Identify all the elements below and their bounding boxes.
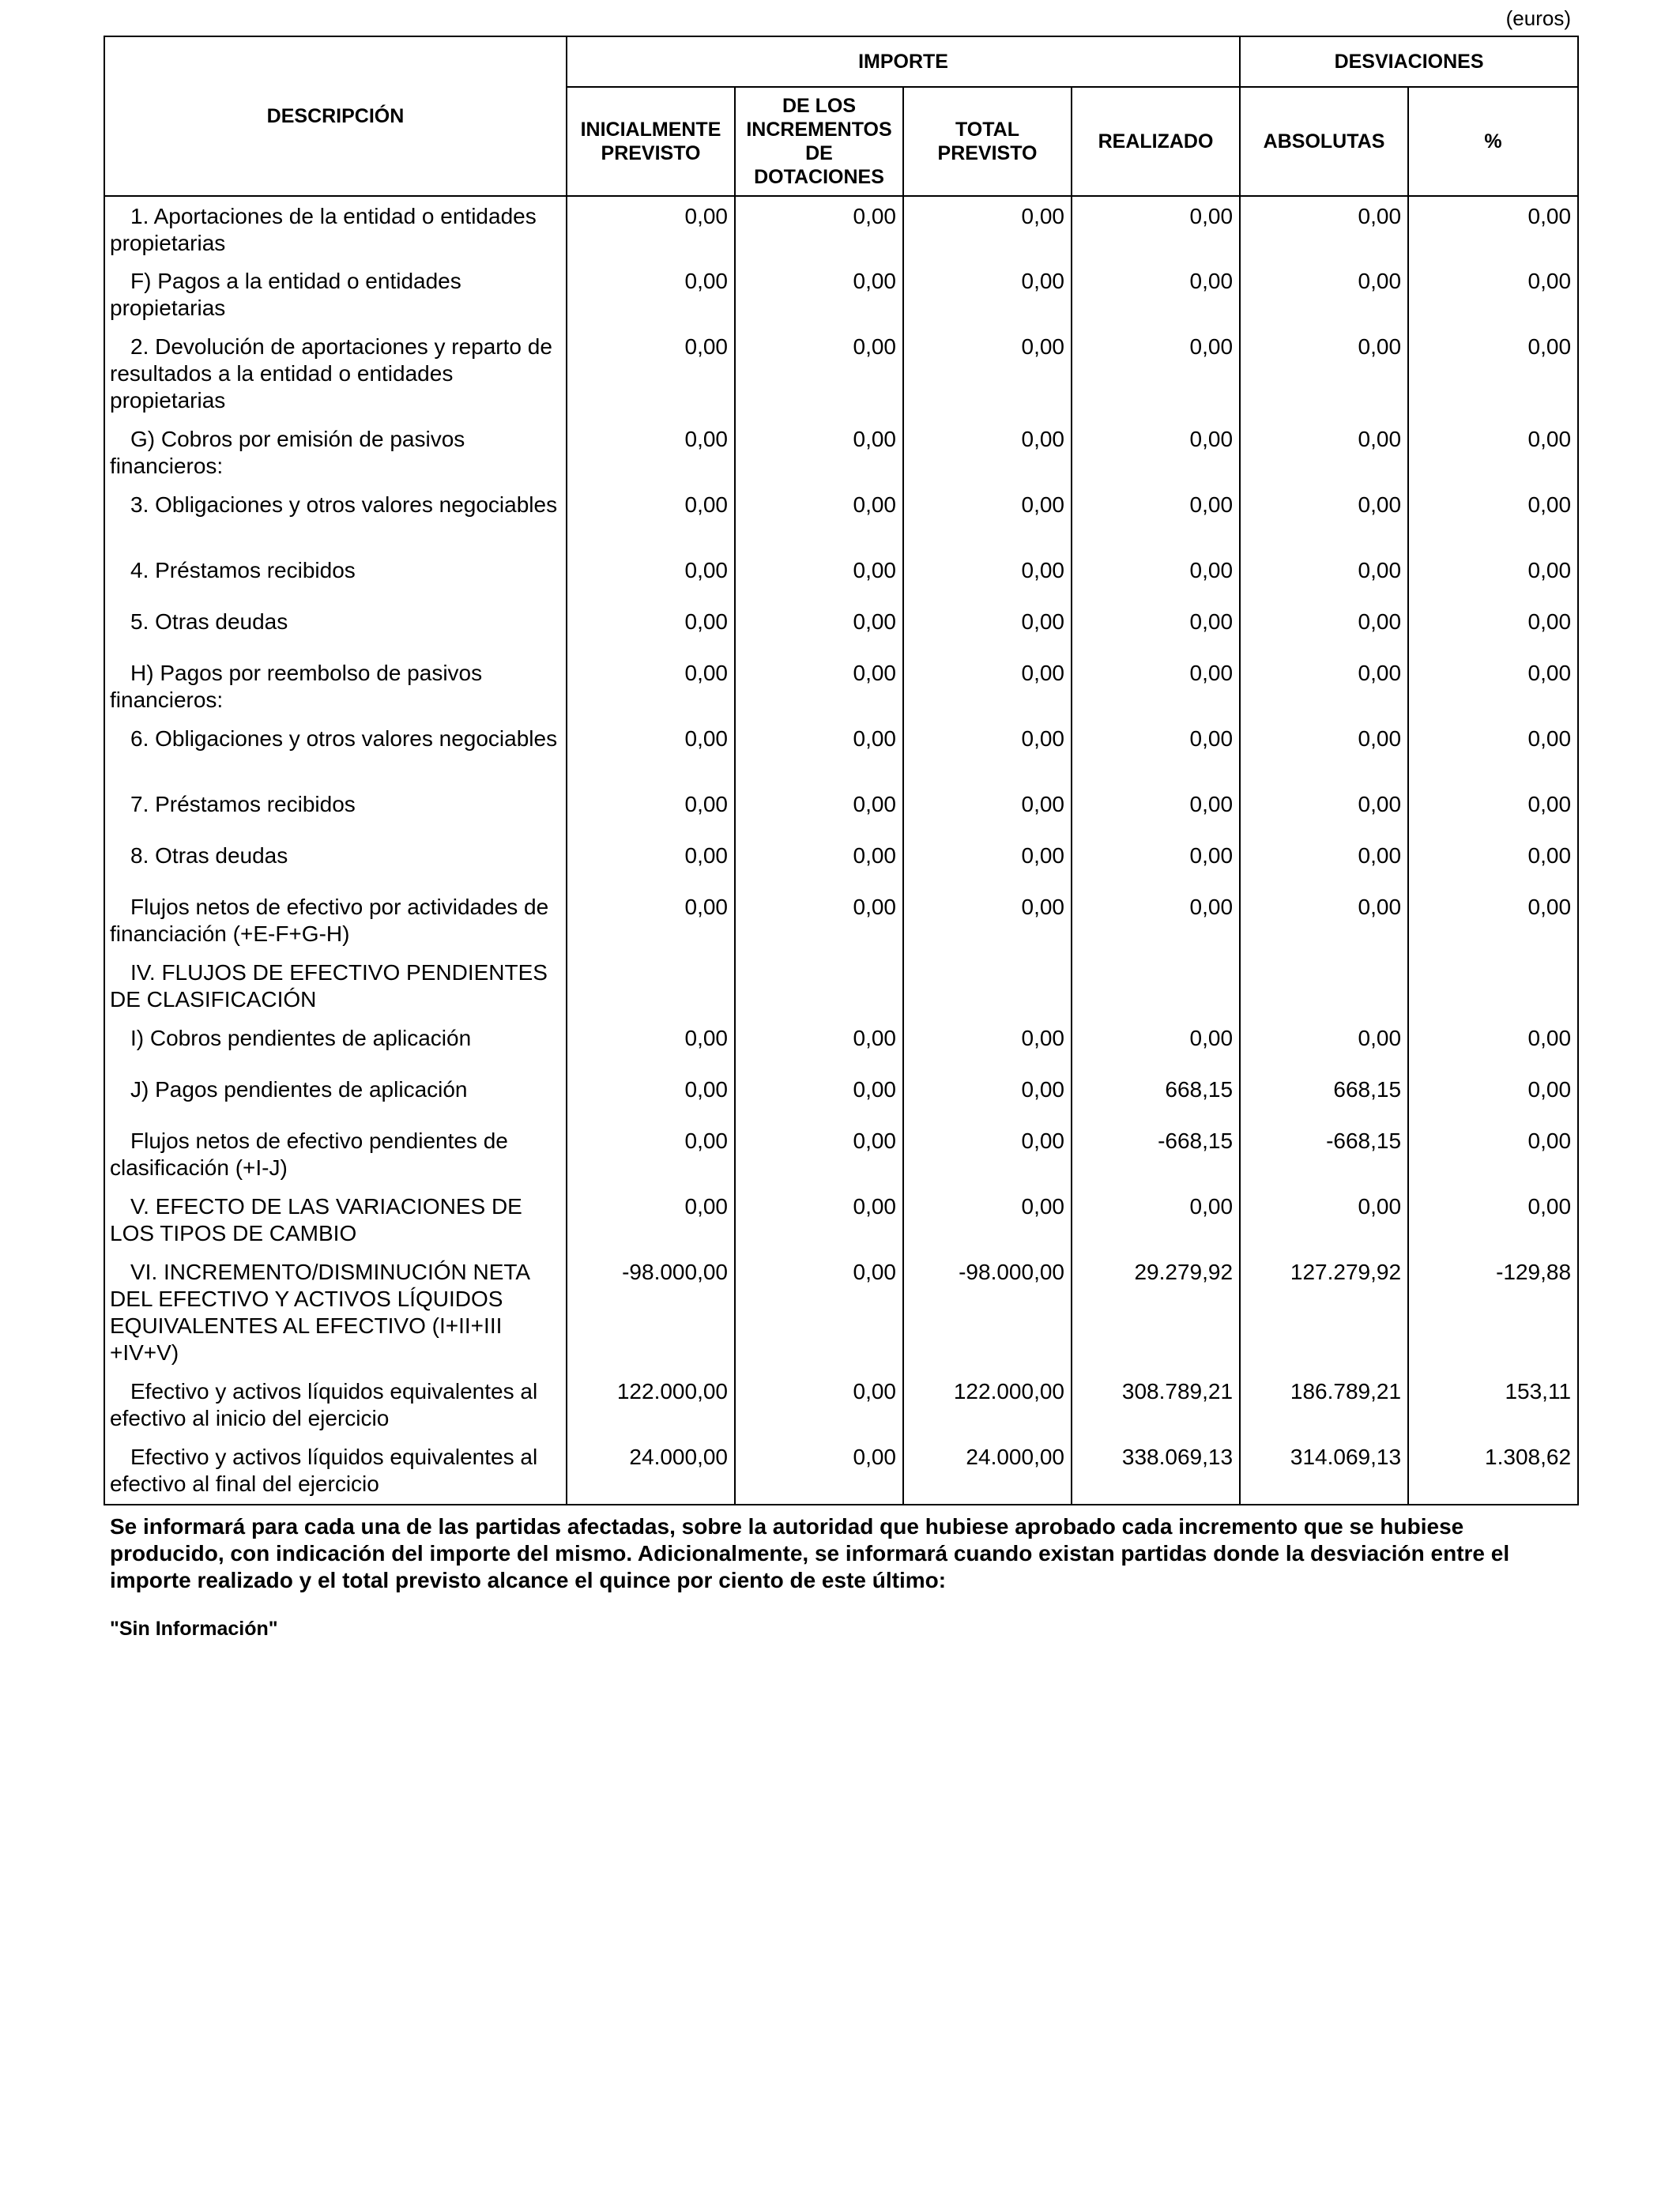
cell-absolutas: 0,00 — [1240, 719, 1408, 785]
row-description: H) Pagos por reembolso de pasivos financieros: — [104, 654, 567, 719]
no-information-label: "Sin Información" — [110, 1618, 278, 1640]
cell-inicialmente-previsto: 122.000,00 — [567, 1372, 735, 1438]
cell-total-previsto — [903, 953, 1072, 1019]
table-row — [104, 485, 1578, 551]
cell-total-previsto: 0,00 — [903, 551, 1072, 602]
cell-total-previsto: 0,00 — [903, 654, 1072, 719]
header-row-top — [104, 36, 1578, 87]
cell-realizado: 0,00 — [1072, 785, 1240, 836]
cell-realizado: 0,00 — [1072, 654, 1240, 719]
cell-realizado: 0,00 — [1072, 836, 1240, 887]
cell-total-previsto: 0,00 — [903, 1121, 1072, 1187]
cell-realizado: 668,15 — [1072, 1070, 1240, 1121]
cell-incrementos-dotaciones: 0,00 — [735, 836, 903, 887]
cell-inicialmente-previsto: 0,00 — [567, 485, 735, 551]
cell-porcentaje: -129,88 — [1408, 1253, 1578, 1372]
cell-porcentaje — [1408, 953, 1578, 1019]
cell-total-previsto: 0,00 — [903, 196, 1072, 262]
cell-inicialmente-previsto: 0,00 — [567, 719, 735, 785]
units-label: (euros) — [1505, 6, 1571, 30]
cell-porcentaje: 0,00 — [1408, 420, 1578, 485]
cell-total-previsto: 0,00 — [903, 1019, 1072, 1070]
table-row — [104, 719, 1578, 785]
cell-total-previsto: -98.000,00 — [903, 1253, 1072, 1372]
row-description: 3. Obligaciones y otros valores negociables — [104, 485, 567, 551]
cell-absolutas: 0,00 — [1240, 785, 1408, 836]
table-row — [104, 1121, 1578, 1187]
cell-incrementos-dotaciones: 0,00 — [735, 327, 903, 420]
table-row — [104, 1187, 1578, 1253]
table-row — [104, 1070, 1578, 1121]
table-row — [104, 327, 1578, 420]
header-desviaciones: DESVIACIONES — [1240, 36, 1578, 87]
cell-inicialmente-previsto: 24.000,00 — [567, 1438, 735, 1505]
cell-incrementos-dotaciones: 0,00 — [735, 551, 903, 602]
information-note: Se informará para cada una de las partidas afectadas, sobre la autoridad que hubiese aprobado cada incremento que se hubiese producido, con indicación del importe del mismo. Adicionalmente, se informará cuando existan partidas donde la desviación entre el importe realizado y el total previsto alcance el quince por ciento de este último: — [110, 1514, 1510, 1592]
cell-realizado: 0,00 — [1072, 887, 1240, 953]
table-row — [104, 785, 1578, 836]
cell-realizado: 0,00 — [1072, 262, 1240, 327]
cell-porcentaje: 0,00 — [1408, 1019, 1578, 1070]
cell-absolutas: 0,00 — [1240, 196, 1408, 262]
cell-porcentaje: 0,00 — [1408, 1070, 1578, 1121]
header-total-previsto: TOTAL PREVISTO — [903, 87, 1072, 196]
cell-realizado: 0,00 — [1072, 719, 1240, 785]
cell-inicialmente-previsto: 0,00 — [567, 887, 735, 953]
table-row — [104, 836, 1578, 887]
cell-absolutas: 0,00 — [1240, 1019, 1408, 1070]
cell-incrementos-dotaciones: 0,00 — [735, 1187, 903, 1253]
cell-realizado: 338.069,13 — [1072, 1438, 1240, 1505]
cell-porcentaje: 0,00 — [1408, 551, 1578, 602]
cell-incrementos-dotaciones: 0,00 — [735, 1019, 903, 1070]
row-description: Efectivo y activos líquidos equivalentes al efectivo al inicio del ejercicio — [104, 1372, 567, 1438]
cell-incrementos-dotaciones: 0,00 — [735, 719, 903, 785]
cell-inicialmente-previsto: 0,00 — [567, 836, 735, 887]
cell-total-previsto: 24.000,00 — [903, 1438, 1072, 1505]
cell-total-previsto: 0,00 — [903, 1187, 1072, 1253]
cell-porcentaje: 0,00 — [1408, 602, 1578, 654]
cell-inicialmente-previsto: -98.000,00 — [567, 1253, 735, 1372]
row-description: F) Pagos a la entidad o entidades propietarias — [104, 262, 567, 327]
cell-inicialmente-previsto: 0,00 — [567, 262, 735, 327]
cell-porcentaje: 0,00 — [1408, 887, 1578, 953]
row-description: 6. Obligaciones y otros valores negociables — [104, 719, 567, 785]
cell-total-previsto: 0,00 — [903, 1070, 1072, 1121]
cell-realizado: 0,00 — [1072, 196, 1240, 262]
cell-incrementos-dotaciones — [735, 953, 903, 1019]
row-description: Efectivo y activos líquidos equivalentes al efectivo al final del ejercicio — [104, 1438, 567, 1505]
cell-realizado: 0,00 — [1072, 1187, 1240, 1253]
cell-inicialmente-previsto: 0,00 — [567, 1187, 735, 1253]
cell-absolutas: 0,00 — [1240, 1187, 1408, 1253]
header-absolutas: ABSOLUTAS — [1240, 87, 1408, 196]
cell-absolutas: 127.279,92 — [1240, 1253, 1408, 1372]
cell-porcentaje: 0,00 — [1408, 654, 1578, 719]
cell-total-previsto: 0,00 — [903, 485, 1072, 551]
cell-inicialmente-previsto: 0,00 — [567, 551, 735, 602]
cell-total-previsto: 0,00 — [903, 602, 1072, 654]
cell-inicialmente-previsto: 0,00 — [567, 327, 735, 420]
row-description: 1. Aportaciones de la entidad o entidades propietarias — [104, 196, 567, 262]
row-description: 5. Otras deudas — [104, 602, 567, 654]
cell-inicialmente-previsto: 0,00 — [567, 420, 735, 485]
cell-total-previsto: 0,00 — [903, 327, 1072, 420]
cell-incrementos-dotaciones: 0,00 — [735, 262, 903, 327]
cell-porcentaje: 0,00 — [1408, 785, 1578, 836]
cell-incrementos-dotaciones: 0,00 — [735, 1070, 903, 1121]
cell-incrementos-dotaciones: 0,00 — [735, 785, 903, 836]
table-row — [104, 887, 1578, 953]
cell-porcentaje: 0,00 — [1408, 262, 1578, 327]
cell-porcentaje: 0,00 — [1408, 327, 1578, 420]
table-row — [104, 654, 1578, 719]
table-row — [104, 1438, 1578, 1505]
cell-realizado: 0,00 — [1072, 551, 1240, 602]
cell-realizado: 29.279,92 — [1072, 1253, 1240, 1372]
cell-absolutas: 0,00 — [1240, 602, 1408, 654]
cell-absolutas: 0,00 — [1240, 836, 1408, 887]
cell-absolutas: 0,00 — [1240, 654, 1408, 719]
cell-incrementos-dotaciones: 0,00 — [735, 887, 903, 953]
table-row — [104, 1372, 1578, 1438]
cell-absolutas: 0,00 — [1240, 887, 1408, 953]
cell-absolutas: 186.789,21 — [1240, 1372, 1408, 1438]
cell-incrementos-dotaciones: 0,00 — [735, 196, 903, 262]
cell-incrementos-dotaciones: 0,00 — [735, 654, 903, 719]
header-importe: IMPORTE — [567, 36, 1240, 87]
cell-inicialmente-previsto: 0,00 — [567, 196, 735, 262]
cell-incrementos-dotaciones: 0,00 — [735, 1372, 903, 1438]
cell-porcentaje: 153,11 — [1408, 1372, 1578, 1438]
cell-total-previsto: 122.000,00 — [903, 1372, 1072, 1438]
cell-incrementos-dotaciones: 0,00 — [735, 1438, 903, 1505]
row-description: G) Cobros por emisión de pasivos financieros: — [104, 420, 567, 485]
row-description: Flujos netos de efectivo pendientes de clasificación (+I-J) — [104, 1121, 567, 1187]
cell-absolutas: 668,15 — [1240, 1070, 1408, 1121]
cell-incrementos-dotaciones: 0,00 — [735, 420, 903, 485]
row-description: V. EFECTO DE LAS VARIACIONES DE LOS TIPOS DE CAMBIO — [104, 1187, 567, 1253]
cell-absolutas: -668,15 — [1240, 1121, 1408, 1187]
cell-incrementos-dotaciones: 0,00 — [735, 602, 903, 654]
row-description: Flujos netos de efectivo por actividades de financiación (+E-F+G-H) — [104, 887, 567, 953]
cell-total-previsto: 0,00 — [903, 262, 1072, 327]
table-row — [104, 420, 1578, 485]
cell-absolutas — [1240, 953, 1408, 1019]
cell-realizado: 0,00 — [1072, 602, 1240, 654]
cell-realizado: 0,00 — [1072, 327, 1240, 420]
cell-inicialmente-previsto: 0,00 — [567, 1070, 735, 1121]
cell-total-previsto: 0,00 — [903, 785, 1072, 836]
cell-realizado: 0,00 — [1072, 1019, 1240, 1070]
cell-porcentaje: 0,00 — [1408, 836, 1578, 887]
cell-realizado: 0,00 — [1072, 420, 1240, 485]
table-row — [104, 262, 1578, 327]
cell-porcentaje: 0,00 — [1408, 1187, 1578, 1253]
cell-incrementos-dotaciones: 0,00 — [735, 485, 903, 551]
table-row — [104, 1019, 1578, 1070]
header-descripcion: DESCRIPCIÓN — [104, 36, 567, 196]
cell-porcentaje: 0,00 — [1408, 719, 1578, 785]
row-description: I) Cobros pendientes de aplicación — [104, 1019, 567, 1070]
row-description: VI. INCREMENTO/DISMINUCIÓN NETA DEL EFECTIVO Y ACTIVOS LÍQUIDOS EQUIVALENTES AL EFECTIVO (I+II+III +IV+V) — [104, 1253, 567, 1372]
cell-total-previsto: 0,00 — [903, 887, 1072, 953]
cell-absolutas: 0,00 — [1240, 262, 1408, 327]
row-description: IV. FLUJOS DE EFECTIVO PENDIENTES DE CLASIFICACIÓN — [104, 953, 567, 1019]
cell-absolutas: 0,00 — [1240, 485, 1408, 551]
cell-inicialmente-previsto: 0,00 — [567, 785, 735, 836]
budget-liquidation-table — [104, 36, 1579, 1505]
row-description: 2. Devolución de aportaciones y reparto de resultados a la entidad o entidades propietarias — [104, 327, 567, 420]
cell-porcentaje: 1.308,62 — [1408, 1438, 1578, 1505]
cell-absolutas: 0,00 — [1240, 551, 1408, 602]
cell-realizado: 0,00 — [1072, 485, 1240, 551]
cell-realizado — [1072, 953, 1240, 1019]
cell-total-previsto: 0,00 — [903, 420, 1072, 485]
cell-porcentaje: 0,00 — [1408, 196, 1578, 262]
cell-absolutas: 0,00 — [1240, 327, 1408, 420]
cell-inicialmente-previsto: 0,00 — [567, 1121, 735, 1187]
header-incrementos-dotaciones: DE LOS INCREMENTOS DE DOTACIONES — [735, 87, 903, 196]
row-description: 4. Préstamos recibidos — [104, 551, 567, 602]
cell-absolutas: 0,00 — [1240, 420, 1408, 485]
row-description: J) Pagos pendientes de aplicación — [104, 1070, 567, 1121]
header-porcentaje: % — [1408, 87, 1578, 196]
cell-porcentaje: 0,00 — [1408, 485, 1578, 551]
table-row — [104, 551, 1578, 602]
cell-inicialmente-previsto: 0,00 — [567, 602, 735, 654]
cell-inicialmente-previsto: 0,00 — [567, 654, 735, 719]
cell-incrementos-dotaciones: 0,00 — [735, 1253, 903, 1372]
cell-total-previsto: 0,00 — [903, 836, 1072, 887]
row-description: 8. Otras deudas — [104, 836, 567, 887]
table-row — [104, 602, 1578, 654]
header-realizado: REALIZADO — [1072, 87, 1240, 196]
table-row — [104, 1253, 1578, 1372]
row-description: 7. Préstamos recibidos — [104, 785, 567, 836]
table-row — [104, 196, 1578, 262]
cell-inicialmente-previsto: 0,00 — [567, 1019, 735, 1070]
cell-realizado: -668,15 — [1072, 1121, 1240, 1187]
table-body — [104, 196, 1578, 1505]
cell-porcentaje: 0,00 — [1408, 1121, 1578, 1187]
cell-realizado: 308.789,21 — [1072, 1372, 1240, 1438]
cell-inicialmente-previsto — [567, 953, 735, 1019]
cell-incrementos-dotaciones: 0,00 — [735, 1121, 903, 1187]
header-inicialmente-previsto: INICIALMENTE PREVISTO — [567, 87, 735, 196]
cell-absolutas: 314.069,13 — [1240, 1438, 1408, 1505]
table-row — [104, 953, 1578, 1019]
cell-total-previsto: 0,00 — [903, 719, 1072, 785]
